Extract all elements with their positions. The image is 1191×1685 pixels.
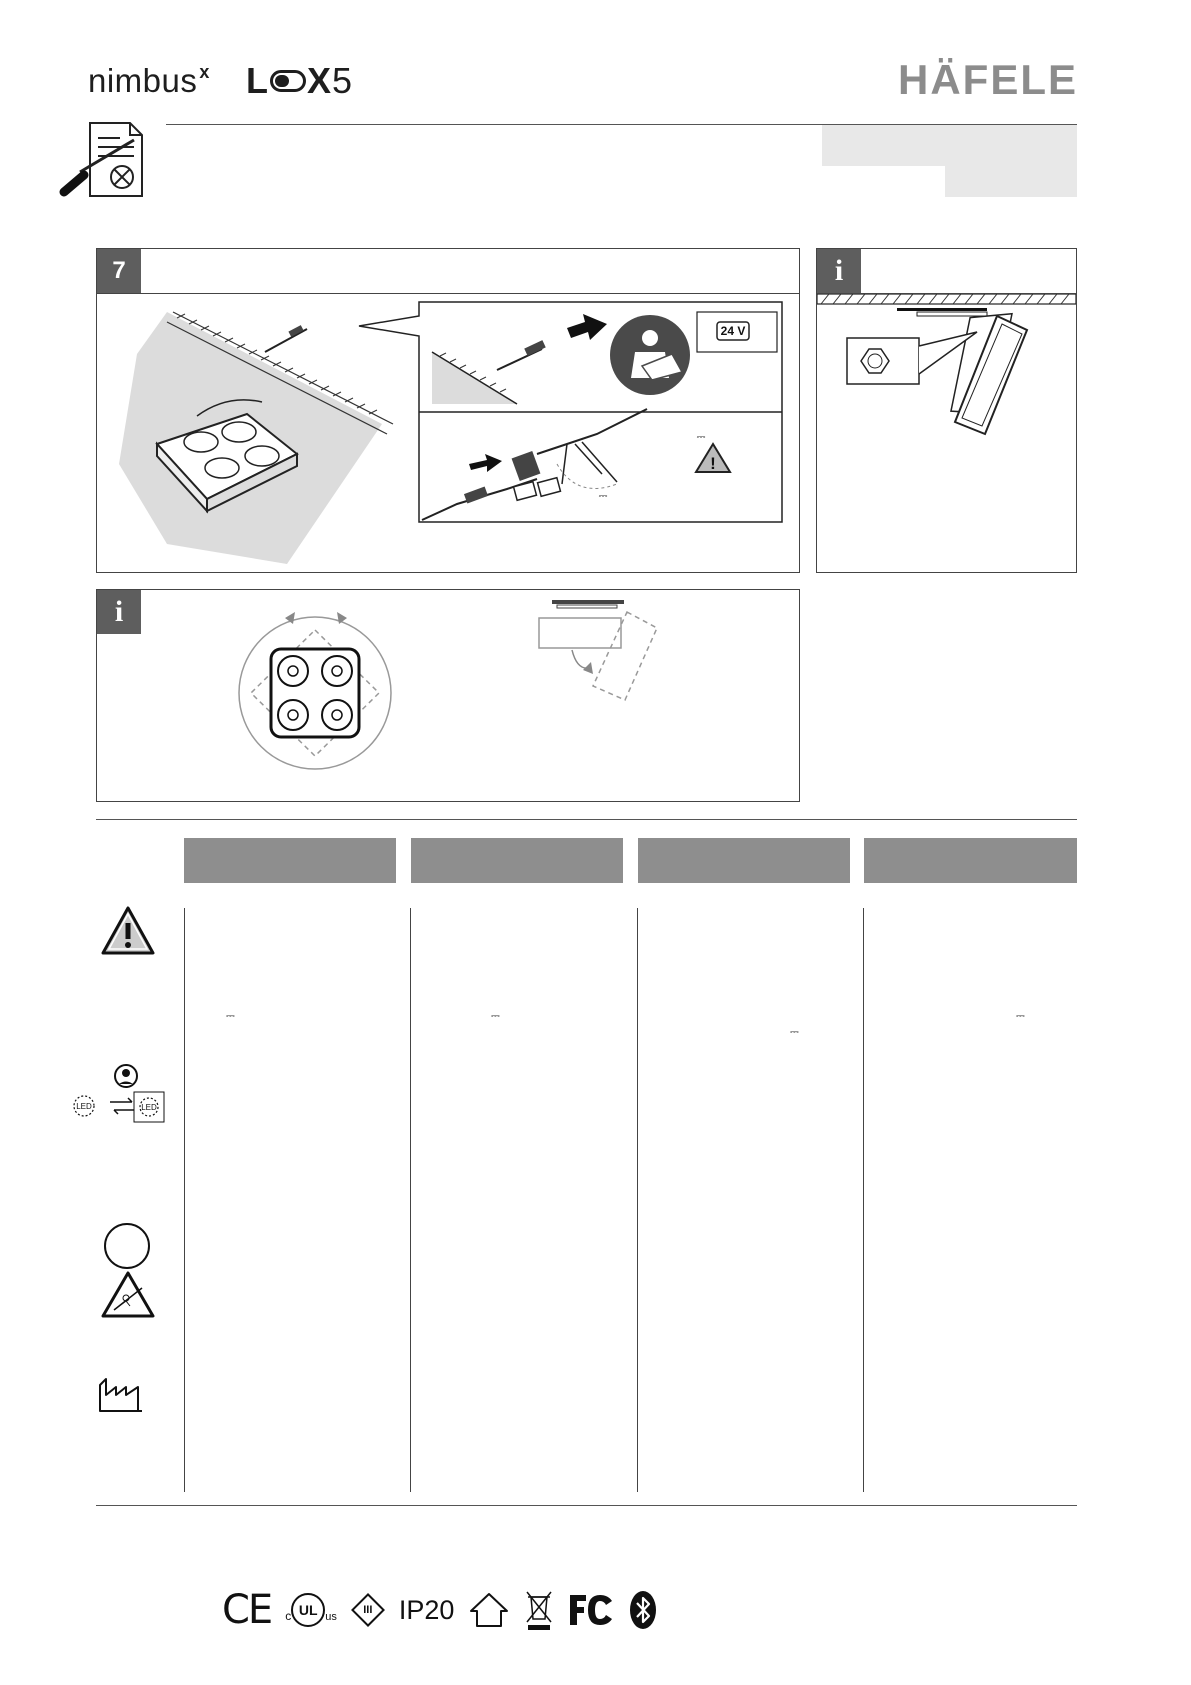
class-3-icon: III — [351, 1593, 385, 1627]
column-header-1 — [184, 838, 396, 883]
dc-symbol: ⎓ — [226, 1010, 235, 1022]
info-tag: i — [97, 590, 141, 634]
class-symbol-circle-icon — [102, 1222, 152, 1270]
dc-symbol: ⎓ — [491, 1010, 500, 1022]
column-rule-3 — [637, 908, 638, 1492]
header-gray-block-lower — [945, 166, 1077, 197]
dc-symbol: ⎓ — [1016, 1010, 1025, 1022]
nimbus-logo: nimbus $^x$ — [88, 62, 210, 99]
ul-mark: c UL us — [285, 1593, 337, 1627]
ip20-rating: IP20 — [398, 1594, 455, 1625]
step-7-illustration — [97, 294, 799, 572]
column-rule-4 — [863, 908, 864, 1492]
svg-text:⎓: ⎓ — [598, 490, 608, 502]
weee-bin-icon — [524, 1589, 554, 1631]
info-tag: i — [817, 249, 861, 293]
svg-text:24 V: 24 V — [720, 324, 746, 338]
manufacturer-icon — [98, 1375, 144, 1413]
fcc-mark-icon — [568, 1593, 614, 1627]
column-rule-2 — [410, 908, 411, 1492]
led-replacement-icon — [70, 1062, 170, 1126]
hafele-logo: HÄFELE — [898, 56, 1078, 103]
loox5-logo: L X5 — [246, 60, 354, 101]
column-header-3 — [638, 838, 850, 883]
warning-icon — [100, 905, 156, 957]
step-number: 7 — [97, 249, 141, 293]
ce-mark: CE — [222, 1587, 272, 1633]
indoor-use-icon — [468, 1591, 510, 1629]
column-header-4 — [864, 838, 1077, 883]
header-gray-block — [822, 125, 1077, 166]
rotation-illustration — [97, 590, 799, 801]
svg-text:LED: LED — [76, 1102, 92, 1111]
footer-rule — [96, 1505, 1077, 1506]
loox-ring-icon — [270, 70, 306, 92]
column-rule-1 — [184, 908, 185, 1492]
bluetooth-icon — [628, 1589, 658, 1631]
dc-symbol: ⎓ — [790, 1026, 799, 1038]
section-rule — [96, 819, 1077, 820]
cable — [265, 329, 307, 352]
column-header-2 — [411, 838, 623, 883]
no-children-warning-icon — [100, 1270, 156, 1320]
installation-manual-icon — [58, 120, 148, 200]
svg-text:⎓: ⎓ — [696, 431, 706, 443]
svg-text:!: ! — [710, 454, 716, 473]
svg-text:LED: LED — [141, 1103, 157, 1112]
tilt-illustration — [817, 294, 1076, 572]
certification-marks — [222, 1587, 658, 1633]
